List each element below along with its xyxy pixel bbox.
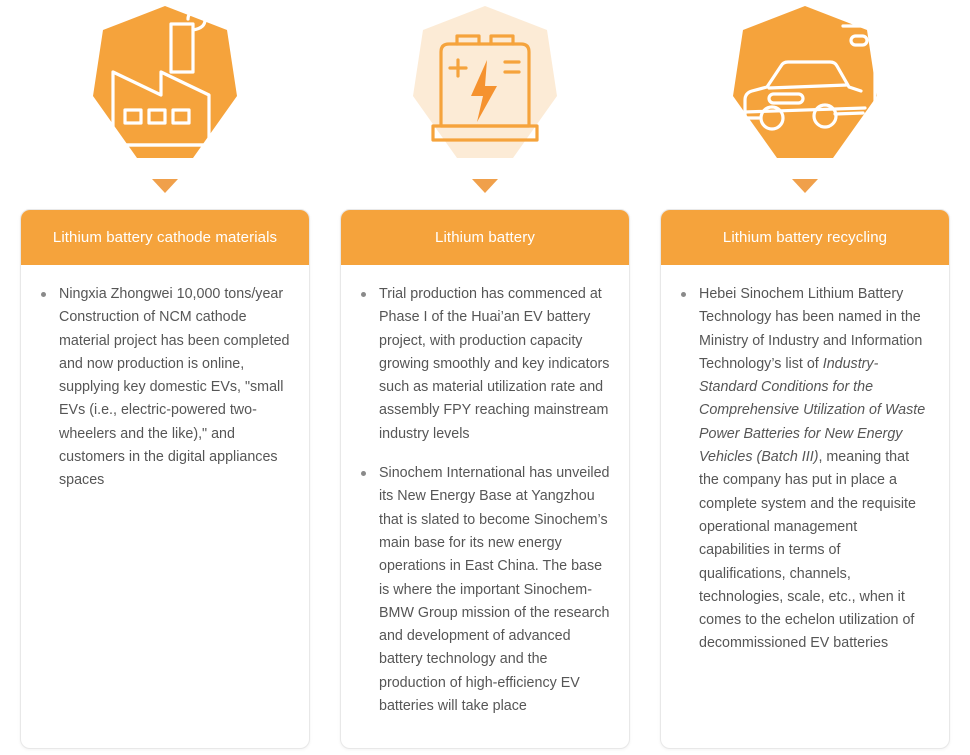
column-lithium-battery-cathode-materials: [20, 0, 310, 749]
card-lithium-battery: [340, 209, 630, 749]
card-body: [21, 265, 309, 748]
bullet-list: [357, 283, 611, 718]
card-body: [341, 265, 629, 748]
bullet-list: [37, 283, 291, 493]
factory-plant-icon: [75, 0, 255, 175]
bullet-list: [677, 283, 931, 656]
bullet-text-run: Sinochem International has unveiled its New Energy Base at Yangzhou that is slated to become Sinochem’s main base for its new energy operations in East China. The base is where the important Sinochem-BMW Group mission of the research and development of advanced battery technology and the production of high-efficiency EV batteries will take place: [379, 465, 610, 715]
bullet-text-run: Hebei Sinochem Lithium Battery Technology has been named in the Ministry of Industry and Information Technology’s list of: [699, 286, 923, 372]
card-lithium-battery-cathode-materials: [20, 209, 310, 749]
bullet-item: [677, 283, 931, 656]
column-lithium-battery-recycling: [660, 0, 950, 749]
bullet-item: [357, 462, 611, 718]
down-arrow-icon: [472, 179, 498, 193]
card-title: Lithium battery recycling: [661, 210, 949, 265]
ev-car-recycling-icon: [715, 0, 895, 175]
card-title: Lithium battery: [341, 210, 629, 265]
bullet-item: [37, 283, 291, 493]
card-lithium-battery-recycling: [660, 209, 950, 749]
bullet-text-run: Industry-Standard Conditions for the Comprehensive Utilization of Waste Power Batteries for New Energy Vehicles (Batch III): [699, 355, 926, 466]
bullet-text-run: Ningxia Zhongwei 10,000 tons/year Construction of NCM cathode material project has been completed and now production is online, supplying key domestic EVs, "small EVs (i.e., electric-powered two-wheelers and the like)," and customers in the digital appliances spaces: [59, 286, 290, 489]
card-body: [661, 265, 949, 748]
card-title: Lithium battery cathode materials: [21, 210, 309, 265]
bullet-text-run: Trial production has commenced at Phase I of the Huai’an EV battery project, with production capacity growing smoothly and key indicators such as material utilization rate and assembly FPY reaching mainstream industry levels: [379, 286, 610, 442]
bullet-item: [357, 283, 611, 446]
down-arrow-icon: [152, 179, 178, 193]
down-arrow-icon: [792, 179, 818, 193]
column-lithium-battery: [340, 0, 630, 749]
bullet-text-run: , meaning that the company has put in place a complete system and the requisite operational management capabilities in terms of qualifications, channels, technologies, scale, etc., when it comes to the echelon utilization of decommissioned EV batteries: [699, 449, 916, 652]
battery-bolt-icon: [395, 0, 575, 175]
